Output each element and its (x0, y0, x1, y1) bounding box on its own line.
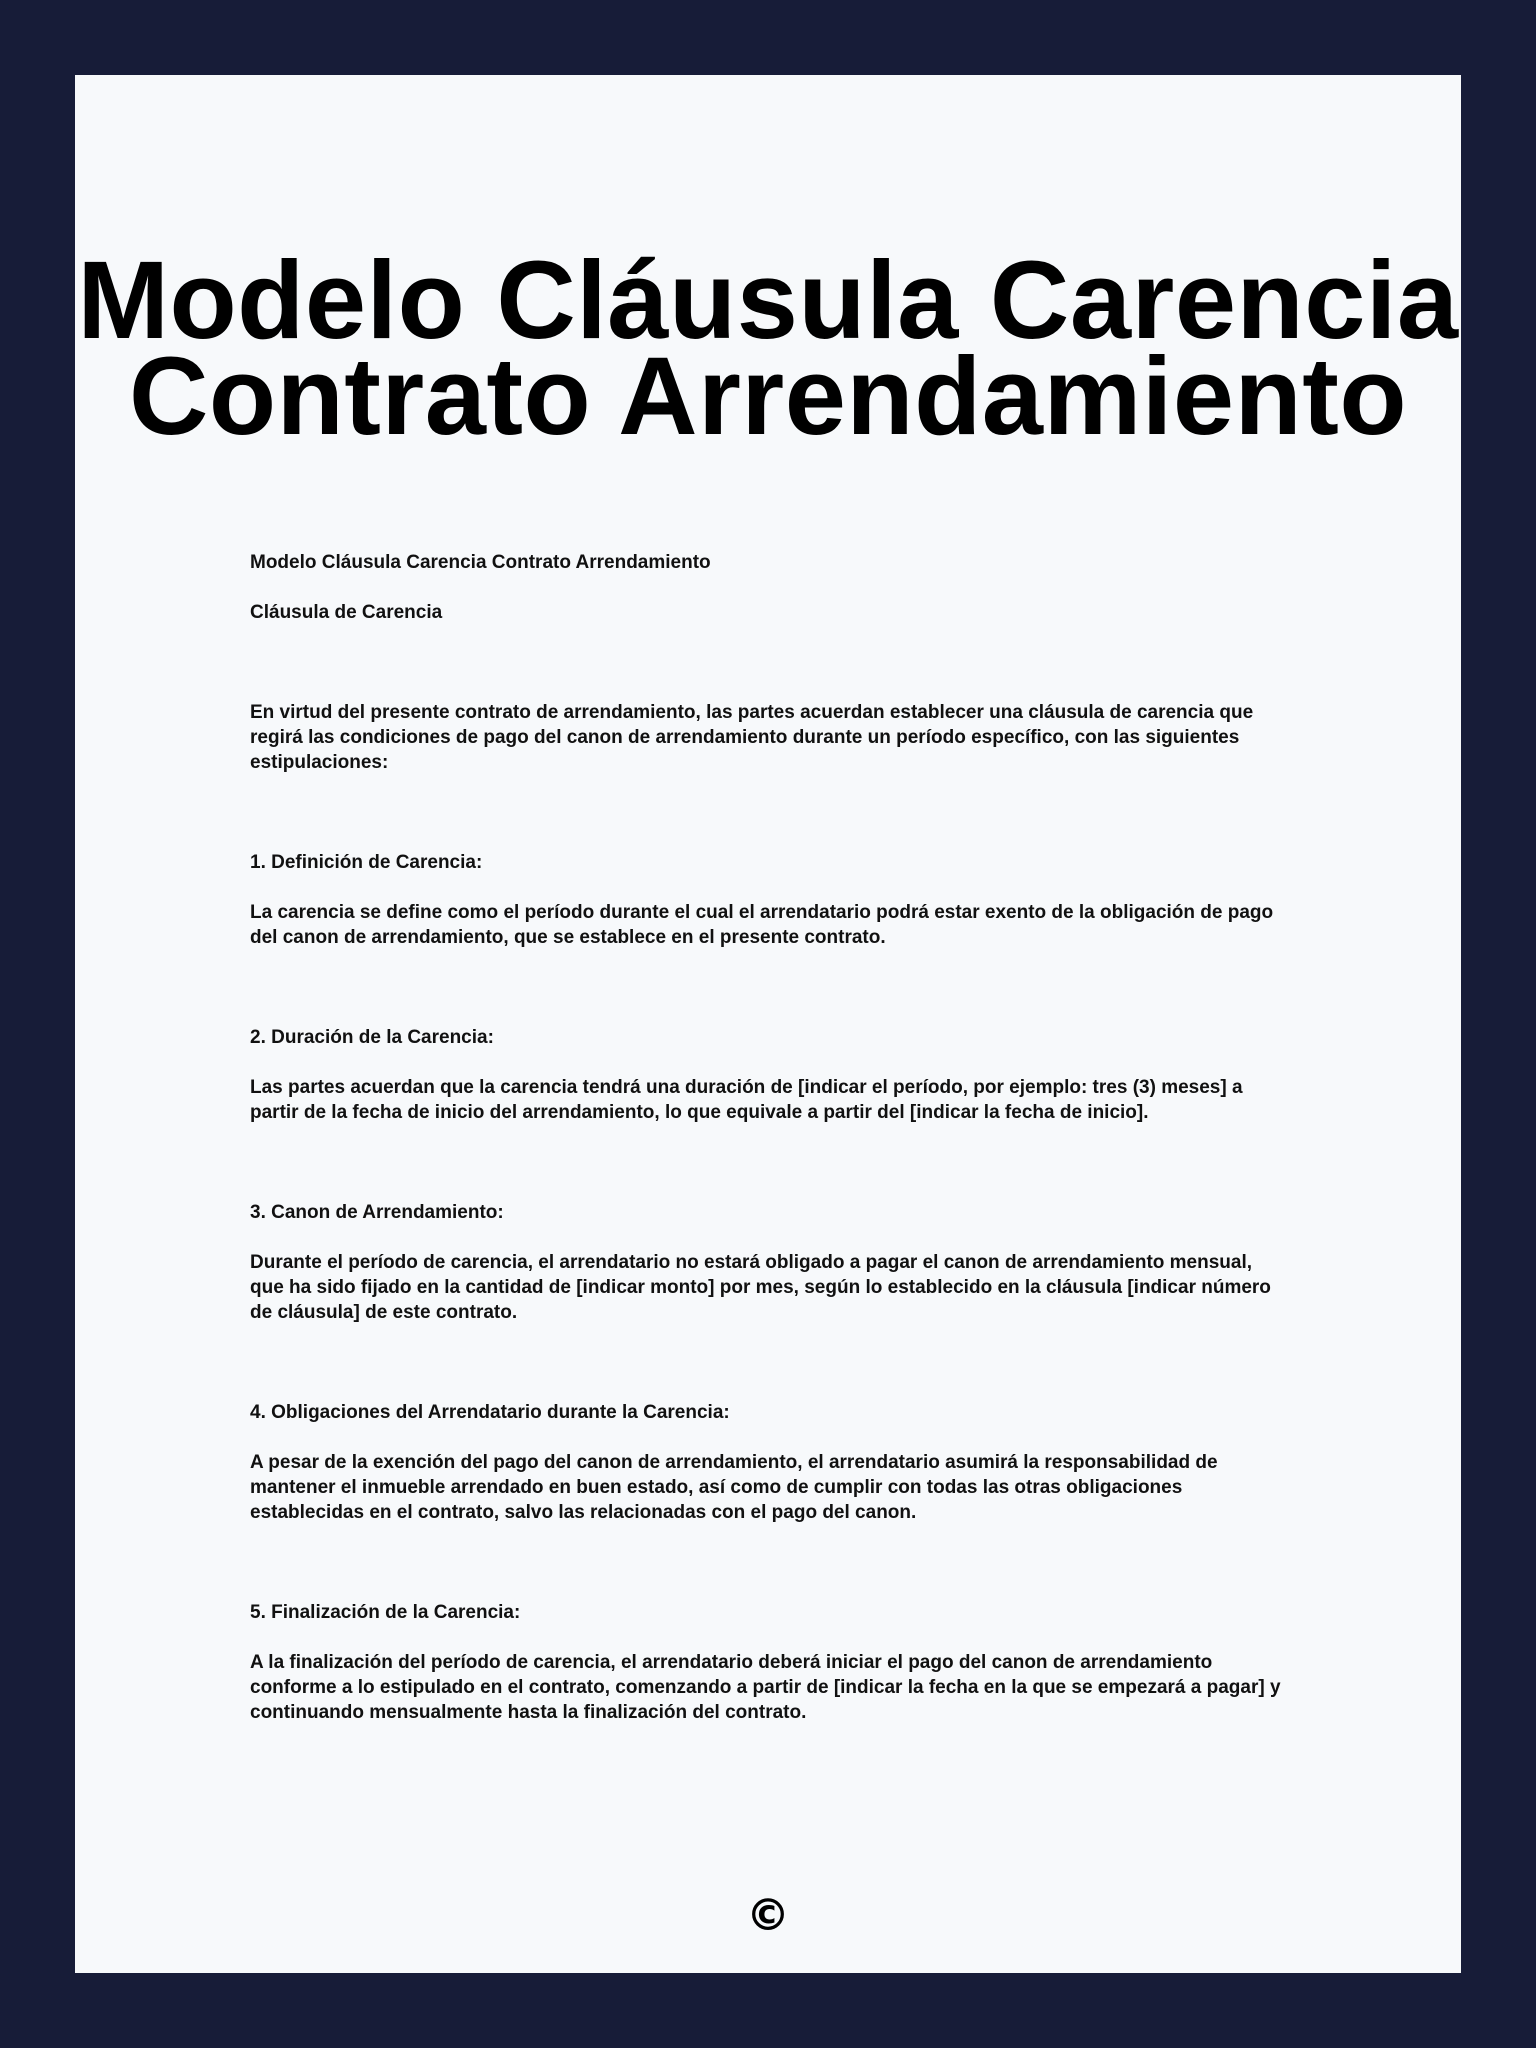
section-heading-5: 5. Finalización de la Carencia: (250, 1602, 521, 1623)
section-heading-1: 1. Definición de Carencia: (250, 852, 483, 873)
section-heading-3: 3. Canon de Arrendamiento: (250, 1202, 504, 1223)
clause-title: Cláusula de Carencia (250, 602, 443, 623)
section-body-3: Durante el período de carencia, el arrendatario no estará obligado a pagar el canon de arrendamiento mensual, que ha sido fijado en la cantidad de [indicar monto] por mes, según lo establecido en la cláusula [indicar número de cláusula] de este contrato. (250, 1252, 1271, 1323)
document-title-line-2: Contrato Arrendamiento (128, 335, 1408, 458)
document-subtitle: Modelo Cláusula Carencia Contrato Arrendamiento (250, 552, 711, 573)
section-body-4: A pesar de la exención del pago del canon de arrendamiento, el arrendatario asumirá la responsabilidad de mantener el inmueble arrendado en buen estado, así como de cumplir con todas las otras obligaciones establecidas en el contrato, salvo las relacionadas con el pago del canon. (250, 1452, 1218, 1523)
copyright-icon: © (746, 1890, 790, 1941)
document-title-line-1: Modelo Cláusula Carencia (77, 239, 1459, 362)
section-body-1: La carencia se define como el período durante el cual el arrendatario podrá estar exento de la obligación de pago del canon de arrendamiento, que se establece en el presente contrato. (250, 902, 1274, 948)
document-body (250, 550, 1290, 1800)
section-body-5: A la finalización del período de carencia, el arrendatario deberá iniciar el pago del canon de arrendamiento conforme a lo estipulado en el contrato, comenzando a partir de [indicar la fecha en la que se empezará a pagar] y continuando mensualmente hasta la finalización del contrato. (250, 1652, 1281, 1723)
document-page (75, 75, 1461, 1973)
intro-paragraph: En virtud del presente contrato de arrendamiento, las partes acuerdan establecer una cláusula de carencia que regirá las condiciones de pago del canon de arrendamiento durante un período específico, con las siguientes estipulaciones: (250, 702, 1254, 773)
section-heading-4: 4. Obligaciones del Arrendatario durante la Carencia: (250, 1402, 730, 1423)
section-body-2: Las partes acuerdan que la carencia tendrá una duración de [indicar el período, por ejemplo: tres (3) meses] a partir de la fecha de inicio del arrendamiento, lo que equivale a partir del [indicar la fecha de inicio]. (250, 1077, 1243, 1123)
section-heading-2: 2. Duración de la Carencia: (250, 1027, 494, 1048)
document-title (75, 239, 1461, 458)
